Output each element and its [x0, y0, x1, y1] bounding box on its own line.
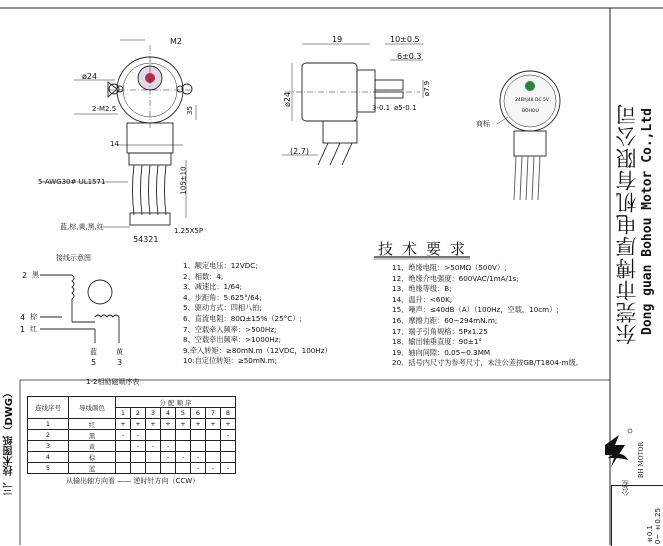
row-mark — [191, 430, 206, 441]
tolerance-values — [646, 508, 662, 544]
row-mark: - — [191, 463, 206, 474]
specs-left — [183, 261, 332, 367]
wire-3-color: 黄 — [116, 348, 123, 356]
row-mark: - — [116, 430, 131, 441]
row-mark: - — [206, 463, 221, 474]
logo-text: BH MOTOR — [638, 442, 645, 479]
row-mark: - — [221, 463, 236, 474]
row-mark — [161, 463, 176, 474]
row-mark: - — [161, 441, 176, 452]
row-mark: - — [131, 441, 146, 452]
excitation-sequence-table — [27, 396, 236, 474]
row-mark — [221, 452, 236, 463]
spec-item: 1、额定电压：12VDC; — [183, 261, 258, 270]
tolerance-value: 0~ ±0.25 — [654, 508, 662, 545]
dim-35: 35 — [185, 106, 194, 115]
wire-1-color: 红 — [30, 325, 37, 333]
spec-item: 15、噪声：≤40dB（A）（100Hz，空载，10cm）; — [392, 305, 559, 315]
row-mark — [146, 463, 161, 474]
row-mark: + — [131, 419, 146, 430]
dim-105: 105±10 — [179, 166, 188, 195]
dim-125: 1.25X5P — [174, 227, 204, 235]
table-caption: 1-2相励磁顺序表 — [86, 378, 140, 386]
step-header: 5 — [176, 408, 191, 419]
side-dim-d24: ø24 — [283, 91, 293, 108]
table-row — [28, 430, 236, 441]
row-mark: + — [191, 419, 206, 430]
side-dim-27: (2.7) — [290, 147, 309, 156]
row-mark — [221, 441, 236, 452]
spec-item: 16、摩擦力距：60~294mN.m; — [392, 315, 498, 325]
table-row — [28, 452, 236, 463]
wire-2-color: 黑 — [32, 271, 39, 279]
label-line-1: 24BYJ48 — [515, 98, 534, 103]
side-dim-6: 6±0.3 — [397, 52, 422, 61]
tolerance-value: ±0.1 — [646, 525, 654, 545]
table-row — [28, 463, 236, 474]
spec-item: 13、绝缘等级：B; — [392, 284, 452, 294]
row-mark — [116, 452, 131, 463]
spec-item: 17、端子引角规格：5Px1.25 — [392, 326, 488, 336]
row-mark: - — [146, 441, 161, 452]
bh-logo — [605, 429, 632, 467]
row-mark — [146, 452, 161, 463]
table-header-row — [28, 397, 236, 408]
row-mark — [176, 430, 191, 441]
label-view-drawing — [497, 71, 560, 200]
wire-2-num: 2 — [22, 271, 28, 280]
wire-colors: 蓝,棕,黄,黑,红 — [60, 223, 104, 231]
spec-item: 20、括号内尺寸为参考尺寸，未注公差按GB/T1804-m级。 — [392, 358, 583, 368]
row-seq: 4 — [28, 452, 69, 463]
dim-awg: 5-AWG30# UL1571 — [38, 178, 106, 186]
dim-d24: ø24 — [82, 72, 98, 81]
row-seq: 1 — [28, 419, 69, 430]
side-dim-10: 10±0.5 — [390, 35, 420, 44]
spec-item: 7、空载牵入频率：>500Hz; — [183, 324, 277, 334]
row-mark: + — [176, 419, 191, 430]
header-seq: 连线序号 — [28, 397, 69, 419]
row-mark — [146, 430, 161, 441]
row-mark: - — [221, 430, 236, 441]
spec-item: 12、绝缘介电强度：600VAC/1mA/1s; — [392, 273, 519, 283]
row-mark — [161, 430, 176, 441]
row-mark — [131, 452, 146, 463]
spec-item: 9.牵入转矩：≥80mN.m（12VDC，100Hz） — [183, 345, 332, 355]
table-row — [28, 441, 236, 452]
pin-numbers: 54321 — [133, 235, 159, 244]
spec-item: 11、绝缘电阻：>50MΩ（500V）; — [392, 263, 507, 272]
row-seq: 2 — [28, 430, 69, 441]
table-row — [28, 419, 236, 430]
side-dim-79: ø7.9 — [423, 80, 432, 97]
row-mark — [191, 441, 206, 452]
spec-item: 2、相数：4; — [183, 271, 224, 281]
specs-right — [392, 263, 583, 369]
row-mark — [116, 463, 131, 474]
spec-item: 18、输出轴垂直度：90±1° — [392, 337, 482, 347]
dim-m2: M2 — [170, 37, 182, 46]
front-view-drawing — [40, 40, 196, 227]
row-mark: + — [161, 419, 176, 430]
row-mark: + — [221, 419, 236, 430]
wire-1-num: 1 — [20, 325, 26, 334]
row-mark — [176, 441, 191, 452]
wire-5-color: 蓝 — [90, 348, 97, 356]
row-mark: - — [161, 452, 176, 463]
wire-4-color: 棕 — [30, 313, 37, 321]
side-dim-3: 3-0.1 — [372, 104, 391, 112]
side-dim-19: 19 — [332, 35, 343, 44]
schematic-title: 接线示意图 — [56, 254, 91, 262]
spec-item: 4、步距角：5.625°/64; — [183, 292, 262, 302]
step-header: 3 — [146, 408, 161, 419]
rotation-direction: 从输出轴方向看 —— 逆时针方向（CCW） — [66, 477, 200, 485]
row-mark: + — [146, 419, 161, 430]
wire-5-num: 5 — [91, 358, 97, 367]
row-mark: - — [131, 430, 146, 441]
row-mark: - — [191, 452, 206, 463]
row-mark: + — [206, 419, 221, 430]
row-mark — [206, 452, 221, 463]
row-color: 黑 — [69, 430, 116, 441]
step-header: 8 — [221, 408, 236, 419]
label-line-2: DC 5V — [535, 98, 549, 103]
row-mark — [116, 441, 131, 452]
section-label: 三、技术图纸（DWG） — [4, 388, 15, 496]
wire-3-num: 3 — [117, 358, 123, 367]
row-mark — [206, 430, 221, 441]
dim-14: 14 — [110, 140, 119, 148]
step-header: 7 — [206, 408, 221, 419]
row-color: 黄 — [69, 441, 116, 452]
step-header: 1 — [116, 408, 131, 419]
spec-item: 14、温升：<60K; — [392, 294, 453, 304]
spec-item: 10:自定位转矩：≥50mN.m; — [183, 356, 277, 366]
label-line-3: BOHOU — [522, 109, 539, 114]
spec-item: 19、轴向间隙：0.05~0.3MM — [392, 347, 491, 357]
step-header: 6 — [191, 408, 206, 419]
row-mark — [176, 463, 191, 474]
row-color: 红 — [69, 419, 116, 430]
company-name-en: Dong guan Bohou Motor Co.,Ltd — [640, 108, 655, 335]
row-seq: 5 — [28, 463, 69, 474]
row-mark — [131, 463, 146, 474]
row-mark: + — [116, 419, 131, 430]
company-name-cn: 东莞市博厚电机有限公司 — [615, 103, 639, 345]
spec-item: 5、驱动方式：四相八拍; — [183, 303, 262, 313]
wire-4-num: 4 — [20, 313, 26, 322]
spec-item: 3、减速比：1/64; — [183, 282, 243, 292]
step-header: 4 — [161, 408, 176, 419]
row-color: 蓝 — [69, 463, 116, 474]
spec-item: 8、空载牵出频率：>1000Hz; — [183, 335, 281, 345]
trademark-marker: 商标 — [476, 120, 490, 128]
row-mark: - — [176, 452, 191, 463]
dim-2m25: 2-M2.5 — [92, 105, 117, 113]
wiring-schematic — [40, 275, 119, 343]
row-color: 棕 — [69, 452, 116, 463]
tolerance-label: 公差 — [621, 480, 630, 496]
header-order: 分 配 顺 序 — [116, 397, 236, 408]
row-mark — [206, 441, 221, 452]
specs-title: 技术要求 — [378, 240, 475, 258]
header-color: 导线颜色 — [69, 397, 116, 419]
step-header: 2 — [131, 408, 146, 419]
spec-item: 6、直流电阻：80Ω±15%（25°C）; — [183, 313, 302, 323]
row-seq: 3 — [28, 441, 69, 452]
side-dim-d5: ø5-0.1 — [394, 104, 417, 112]
